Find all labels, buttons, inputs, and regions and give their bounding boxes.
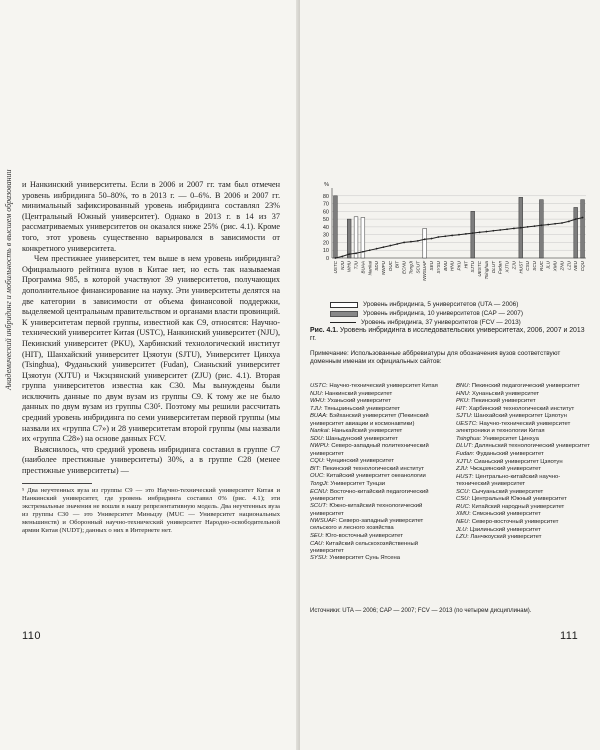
x-tick-label: DLUT bbox=[490, 261, 496, 273]
point-fcv-2013 bbox=[547, 224, 549, 226]
abbreviation-item bbox=[310, 443, 446, 457]
legend-item-fcv bbox=[330, 318, 590, 327]
x-tick-label: LZU bbox=[566, 261, 572, 270]
x-tick-label: Fudan bbox=[497, 261, 503, 275]
y-tick-label: 20 bbox=[322, 240, 329, 247]
point-fcv-2013 bbox=[568, 221, 570, 223]
page-number-left: 110 bbox=[22, 630, 42, 642]
abbreviation-key: Nankai bbox=[310, 428, 329, 435]
abbreviation-key: RUC bbox=[456, 503, 469, 510]
abbreviation-item bbox=[456, 421, 592, 435]
abbreviation-value: : Хунаньский университет bbox=[468, 390, 540, 397]
abbreviation-key: UESTC bbox=[456, 420, 476, 427]
x-tick-label: ZJU bbox=[511, 261, 517, 270]
point-fcv-2013 bbox=[561, 222, 563, 224]
bar-cap-2007 bbox=[471, 211, 475, 258]
abbreviation-value: : Цзилиньский университет bbox=[466, 526, 541, 533]
legend-item-cap bbox=[330, 309, 590, 318]
bar-cap-2007 bbox=[334, 196, 338, 258]
x-tick-label: PKU bbox=[456, 261, 462, 271]
legend-swatch-grey bbox=[330, 311, 358, 317]
legend-label: Уровень инбридинга, 10 университетов (CAP — 2007) bbox=[363, 310, 523, 317]
abbreviation-key: PKU bbox=[456, 398, 469, 405]
abbreviation-item bbox=[456, 459, 592, 466]
abbreviation-value: : Китайский народный университет bbox=[468, 503, 565, 510]
page-number-right: 111 bbox=[560, 630, 579, 642]
abbreviation-item bbox=[456, 496, 592, 503]
abbreviation-value: : Научно-технический университет Китая bbox=[326, 383, 438, 389]
abbreviation-item bbox=[310, 428, 446, 435]
abbreviation-value: : Центральный Южный университет bbox=[468, 496, 567, 503]
point-fcv-2013 bbox=[458, 234, 460, 236]
abbreviation-value: : Северо-западный университет сельского и лесного хозяйства bbox=[310, 518, 424, 532]
abbreviation-value: : Ланчжоуский университет bbox=[467, 534, 542, 541]
abbreviation-item bbox=[456, 466, 592, 473]
y-axis-unit: % bbox=[324, 182, 329, 188]
footnote: ⁵ Два неучтенных вуза из группы С9 — это Научно-технический университет Китая и Нанкинский университет, где уровень инбридинга составил 0% (рис. 4.1); эти экстремальные значения не вошли в нашу репрезентативную модель. Два неучтенных вуза из группы С30 — это Университет Миньцзу (MUC — Университет национальных меньшинств) и Оборонный научно-технический университет Народно-освободительной армии Китая (NUDT); данных о них в Интернете нет. bbox=[22, 486, 280, 534]
abbreviation-item bbox=[310, 458, 446, 465]
abbreviation-key: SDU bbox=[310, 435, 323, 442]
abbreviation-key: BNU bbox=[456, 383, 469, 389]
y-tick-label: 60 bbox=[322, 209, 329, 216]
abbreviation-value: : Китайский университет океанологии bbox=[323, 473, 426, 480]
point-fcv-2013 bbox=[486, 231, 488, 233]
y-tick-label: 80 bbox=[322, 193, 329, 200]
inbreeding-chart bbox=[310, 180, 592, 310]
caption-text: Уровень инбридинга в исследовательских университетах, 2006, 2007 и 2013 гг. bbox=[310, 327, 585, 343]
line-fcv-2013 bbox=[335, 218, 582, 258]
point-fcv-2013 bbox=[424, 238, 426, 240]
bar-cap-2007 bbox=[581, 200, 585, 258]
abbreviation-key: SCUT bbox=[310, 503, 327, 510]
x-tick-label: SEU bbox=[429, 261, 435, 271]
abbreviation-key: LZU bbox=[456, 534, 468, 541]
abbreviation-column-right bbox=[456, 383, 592, 563]
legend-label: Уровень инбридинга, 5 университетов (UTA — 2006) bbox=[363, 301, 519, 308]
point-fcv-2013 bbox=[520, 227, 522, 229]
abbreviation-item bbox=[310, 533, 446, 540]
abbreviation-key: CAU bbox=[310, 540, 323, 547]
x-tick-label: Tsinghua bbox=[483, 261, 489, 280]
legend-label: Уровень инбридинга, 37 университетов (FCV — 2013) bbox=[361, 319, 521, 326]
abbreviation-item bbox=[310, 406, 446, 413]
legend-swatch-open bbox=[330, 302, 358, 308]
left-text-column bbox=[22, 180, 280, 535]
abbreviation-value: : Южно-китайский технологический университет bbox=[310, 503, 423, 517]
x-tick-label: NWSUAF bbox=[422, 261, 428, 281]
abbreviation-item bbox=[310, 383, 446, 390]
point-fcv-2013 bbox=[376, 248, 378, 250]
x-tick-label: RUC bbox=[538, 261, 544, 271]
abbreviation-value: : Шанхайский университет Цзяотун bbox=[470, 413, 567, 420]
point-fcv-2013 bbox=[582, 217, 584, 219]
x-tick-label: CSU bbox=[525, 261, 531, 271]
point-fcv-2013 bbox=[451, 235, 453, 237]
y-tick-label: 40 bbox=[322, 224, 329, 231]
abbreviation-item bbox=[456, 383, 592, 390]
point-fcv-2013 bbox=[472, 232, 474, 234]
point-fcv-2013 bbox=[369, 249, 371, 251]
x-tick-label: ZNU bbox=[559, 261, 565, 271]
abbreviation-item bbox=[310, 541, 446, 555]
y-tick-label: 0 bbox=[325, 256, 329, 262]
x-tick-label: SDU bbox=[374, 261, 380, 271]
x-tick-label: NJU bbox=[339, 261, 345, 270]
x-tick-label: NWPU bbox=[380, 261, 386, 276]
abbreviation-item bbox=[310, 503, 446, 517]
abbreviation-key: HIT bbox=[456, 405, 466, 412]
abbreviation-key: CSU bbox=[456, 496, 469, 503]
point-fcv-2013 bbox=[527, 226, 529, 228]
point-fcv-2013 bbox=[410, 241, 412, 243]
abbreviation-value: : Университет Цинхуа bbox=[479, 435, 539, 442]
abbreviation-key: USTC bbox=[310, 383, 327, 389]
abbreviation-key: HUST bbox=[456, 473, 473, 480]
abbreviation-value: : Тяньцзиньский университет bbox=[320, 405, 400, 412]
abbreviation-key: ZJU bbox=[456, 466, 467, 473]
abbreviation-item bbox=[456, 406, 592, 413]
x-tick-label: WHU bbox=[346, 261, 352, 272]
abbreviation-item bbox=[310, 555, 446, 562]
abbreviation-item bbox=[456, 413, 592, 420]
abbreviation-key: HNU bbox=[456, 390, 469, 397]
abbreviation-item bbox=[310, 518, 446, 532]
abbreviation-item bbox=[310, 489, 446, 503]
point-fcv-2013 bbox=[438, 236, 440, 238]
abbreviation-key: Tsinghua bbox=[456, 435, 480, 442]
abbreviation-item bbox=[456, 527, 592, 534]
abbreviation-item bbox=[310, 481, 446, 488]
x-tick-label: OUC bbox=[387, 261, 393, 272]
point-fcv-2013 bbox=[348, 253, 350, 255]
abbreviation-value: : Северо-западный политехнический университет bbox=[310, 443, 429, 457]
abbreviation-value: : Фуданьский университет bbox=[472, 450, 544, 457]
abbreviation-item bbox=[456, 443, 592, 450]
abbreviation-value: : Харбинский технологический институт bbox=[465, 405, 575, 412]
abbreviation-value: : Научно-технический университет электроники и технологии Китая bbox=[456, 420, 571, 435]
point-fcv-2013 bbox=[389, 245, 391, 247]
abbreviation-value: : Университет Сунь Ятсена bbox=[326, 555, 401, 562]
point-fcv-2013 bbox=[465, 233, 467, 235]
abbreviation-key: NJU bbox=[310, 390, 322, 397]
abbreviation-item bbox=[456, 391, 592, 398]
abbreviation-value: : Сианьский университет Цзяотун bbox=[470, 458, 563, 465]
x-tick-label: TongJi bbox=[408, 261, 414, 275]
abbreviation-item bbox=[310, 398, 446, 405]
bar-cap-2007 bbox=[347, 219, 351, 258]
point-fcv-2013 bbox=[492, 230, 494, 232]
abbreviation-key: NWPU bbox=[310, 443, 328, 450]
x-tick-label: SCUT bbox=[415, 261, 421, 274]
abbreviation-value: : Нанкинский университет bbox=[321, 390, 393, 397]
abbreviation-item bbox=[456, 398, 592, 405]
point-fcv-2013 bbox=[396, 243, 398, 245]
chart-legend bbox=[330, 300, 590, 327]
abbreviation-value: : Пекинский технологический институт bbox=[319, 465, 425, 472]
abbreviation-item bbox=[310, 466, 446, 473]
y-tick-label: 10 bbox=[322, 248, 329, 255]
abbreviation-value: : Нанькайский университет bbox=[328, 428, 403, 435]
x-tick-label: Nankai bbox=[367, 261, 373, 276]
abbreviation-key: ECNU bbox=[310, 488, 327, 495]
bar-uta-2006 bbox=[423, 228, 427, 258]
paragraph-3: Выяснилось, что средний уровень инбридинга составил в группе С7 (наиболее престижные университеты) 30%, а в группе С28 (менее престижные университеты) — bbox=[22, 444, 280, 476]
abbreviation-item bbox=[310, 391, 446, 398]
abbreviation-list bbox=[310, 383, 592, 563]
point-fcv-2013 bbox=[534, 225, 536, 227]
abbreviation-value: : Сычуаньский университет bbox=[468, 488, 544, 495]
x-tick-label: CQU bbox=[580, 261, 586, 272]
abbreviation-key: XMU bbox=[456, 511, 470, 518]
point-fcv-2013 bbox=[383, 246, 385, 248]
abbreviation-key: BUAA bbox=[310, 413, 327, 420]
figure-sources: Источники: UTA — 2006; CAP — 2007; FCV — 2013 (по четырем дисциплинам). bbox=[310, 608, 532, 614]
abbreviation-value: : Сямэньский университет bbox=[469, 511, 541, 518]
y-tick-label: 50 bbox=[322, 217, 329, 224]
point-fcv-2013 bbox=[355, 252, 357, 254]
abbreviation-key: SCU bbox=[456, 488, 469, 495]
point-fcv-2013 bbox=[540, 224, 542, 226]
bar-cap-2007 bbox=[539, 200, 543, 258]
abbreviation-value: : Пекинский педагогический университет bbox=[468, 383, 580, 389]
abbreviation-value: : Юго-восточный университет bbox=[322, 532, 403, 539]
point-fcv-2013 bbox=[341, 256, 343, 258]
point-fcv-2013 bbox=[444, 235, 446, 237]
x-tick-label: HIT bbox=[463, 261, 469, 269]
figure-note: Примечание: Использованные аббревиатуры для обозначения вузов соответствуют доменным именам их официальных сайтов: bbox=[310, 350, 561, 365]
point-fcv-2013 bbox=[554, 223, 556, 225]
legend-swatch-line bbox=[330, 322, 356, 323]
abbreviation-key: NEU bbox=[456, 518, 469, 525]
abbreviation-value: : Чунцинский университет bbox=[323, 458, 394, 465]
abbreviation-item bbox=[456, 511, 592, 518]
abbreviation-key: BIT bbox=[310, 465, 320, 472]
point-fcv-2013 bbox=[499, 229, 501, 231]
x-tick-label: BIT bbox=[394, 261, 400, 269]
legend-item-uta bbox=[330, 300, 590, 309]
point-fcv-2013 bbox=[431, 238, 433, 240]
abbreviation-item bbox=[456, 436, 592, 443]
abbreviation-key: SEU bbox=[310, 532, 323, 539]
chart-svg bbox=[310, 180, 592, 310]
abbreviation-value: : Уханьский университет bbox=[324, 398, 391, 405]
abbreviation-key: CQU bbox=[310, 458, 324, 465]
abbreviation-value: : Бэйханский университет (Пекинский университет авиации и космонавтики) bbox=[310, 413, 429, 427]
abbreviation-value: : Китайский сельскохозяйственный университет bbox=[310, 540, 418, 554]
point-fcv-2013 bbox=[417, 240, 419, 242]
point-fcv-2013 bbox=[513, 228, 515, 230]
x-tick-label: XMU bbox=[552, 261, 558, 272]
x-tick-label: HUST bbox=[518, 261, 524, 274]
y-tick-label: 70 bbox=[322, 201, 329, 208]
abbreviation-item bbox=[310, 413, 446, 427]
x-tick-label: ECNU bbox=[401, 261, 407, 275]
point-fcv-2013 bbox=[403, 242, 405, 244]
abbreviation-key: SJTU bbox=[456, 413, 471, 420]
bar-uta-2006 bbox=[354, 217, 358, 258]
figure-caption bbox=[310, 327, 590, 344]
abbreviation-value: : Пекинский университет bbox=[468, 398, 536, 405]
point-fcv-2013 bbox=[362, 251, 364, 253]
x-tick-label: BNU bbox=[442, 261, 448, 271]
abbreviation-value: : Шаньдунский университет bbox=[322, 435, 398, 442]
abbreviation-item bbox=[310, 436, 446, 443]
point-fcv-2013 bbox=[335, 257, 337, 259]
abbreviation-key: WHU bbox=[310, 398, 325, 405]
x-tick-label: TJU bbox=[353, 261, 359, 270]
abbreviation-key: TJU bbox=[310, 405, 321, 412]
x-tick-label: XJTU bbox=[504, 261, 510, 273]
abbreviation-column-left bbox=[310, 383, 446, 563]
y-tick-label: 30 bbox=[322, 232, 329, 239]
bar-cap-2007 bbox=[574, 207, 578, 258]
x-tick-label: JLU bbox=[545, 261, 551, 270]
abbreviation-value: : Университет Тунцзи bbox=[327, 480, 386, 487]
abbreviation-value: : Центрально-китайский научно-технический университет bbox=[456, 473, 561, 487]
x-tick-label: HNU bbox=[449, 261, 455, 271]
abbreviation-value: : Даляньский технологический университет bbox=[471, 443, 590, 450]
abbreviation-key: Fudan bbox=[456, 450, 473, 457]
abbreviation-key: OUC bbox=[310, 473, 324, 480]
x-tick-label: SYSU bbox=[435, 261, 441, 274]
caption-label: Рис. 4.1. bbox=[310, 327, 338, 334]
point-fcv-2013 bbox=[575, 218, 577, 220]
abbreviation-item bbox=[456, 534, 592, 541]
abbreviation-key: NWSUAF bbox=[310, 518, 336, 525]
abbreviation-value: : Северо-восточный университет bbox=[468, 518, 559, 525]
abbreviation-item bbox=[456, 451, 592, 458]
abbreviation-item bbox=[456, 474, 592, 488]
abbreviation-key: JLU bbox=[456, 526, 467, 533]
x-tick-label: UESTC bbox=[477, 261, 483, 277]
x-tick-label: SCU bbox=[532, 261, 538, 271]
x-tick-label: SJTU bbox=[470, 261, 476, 273]
x-tick-label: NEU bbox=[573, 261, 579, 271]
abbreviation-item bbox=[310, 473, 446, 480]
right-page bbox=[300, 0, 600, 750]
x-tick-label: USTC bbox=[332, 261, 338, 274]
paragraph-2: Чем престижнее университет, тем выше в нем уровень инбридинга? Официального рейтинга вузов в Китае нет, но есть так называемая Программа 985, в которой участвуют 39 университетов, получающих дополнительное финансирование на науку. Эти университеты делятся на две категории в зависимости от объема финансовой поддержки, выделяемой центральным правительством и органами власти провинций. К университетам первой группы, известной как С9, относятся: Научно-технический университет Китая (USTC), Нанкинский университет (NJU), Пекинский университет (PKU), Харбинский технологический институт (HIT), Шанхайский университет Цзяотун (SJTU), Университет Цинхуа (Tsinghua), Фуданьский университет (Fudan), Сианьский университет Цзяотун (XJTU) и Чжэцзянский университет (ZJU) (рис. 4.1). Вторая группа университетов известна как С30. Мы вынуждены были исключить данные по двум вузам из группы С9. К тому же не было данных по двум вузам из группы С30⁵. Поэтому мы решили рассчитать средний уровень инбридинга по семи университетам первой группы (мы назвали их «группа С7») и 28 университетам второй группы (мы назвали их «группа С28») на основе данных FCV. bbox=[22, 254, 280, 444]
abbreviation-key: TongJi bbox=[310, 480, 328, 487]
abbreviation-item bbox=[456, 504, 592, 511]
footnote-rule bbox=[22, 483, 92, 484]
x-tick-label: BUAA bbox=[360, 261, 366, 274]
abbreviation-key: SYSU bbox=[310, 555, 327, 562]
abbreviation-item bbox=[456, 519, 592, 526]
abbreviation-key: XJTU bbox=[456, 458, 471, 465]
abbreviation-item bbox=[456, 489, 592, 496]
abbreviation-value: : Восточно-китайский педагогический университет bbox=[310, 488, 429, 502]
point-fcv-2013 bbox=[479, 231, 481, 233]
abbreviation-key: DLUT bbox=[456, 443, 472, 450]
running-head: Академический инбридинг и мобильность в высшем образовании bbox=[4, 169, 13, 390]
paragraph-1: и Нанкинский университеты. Если в 2006 и 2007 гг. там был отмечен уровень инбридинга 50–80%, то в 2013 г. — 0–6%. В 2006 и 2007 гг. минимальный зафиксированный уровень инбридинга составлял 23% (Центральный Южный университет). Однако в 2013 г. в 14 из 37 рассматриваемых университетов он оказался ниже 25% (рис. 4.1). Кроме того, этот уровень существенно варьировался в зависимости от конкретного университета. bbox=[22, 180, 280, 253]
abbreviation-value: : Чжэцзянский университет bbox=[466, 466, 541, 473]
point-fcv-2013 bbox=[506, 228, 508, 230]
